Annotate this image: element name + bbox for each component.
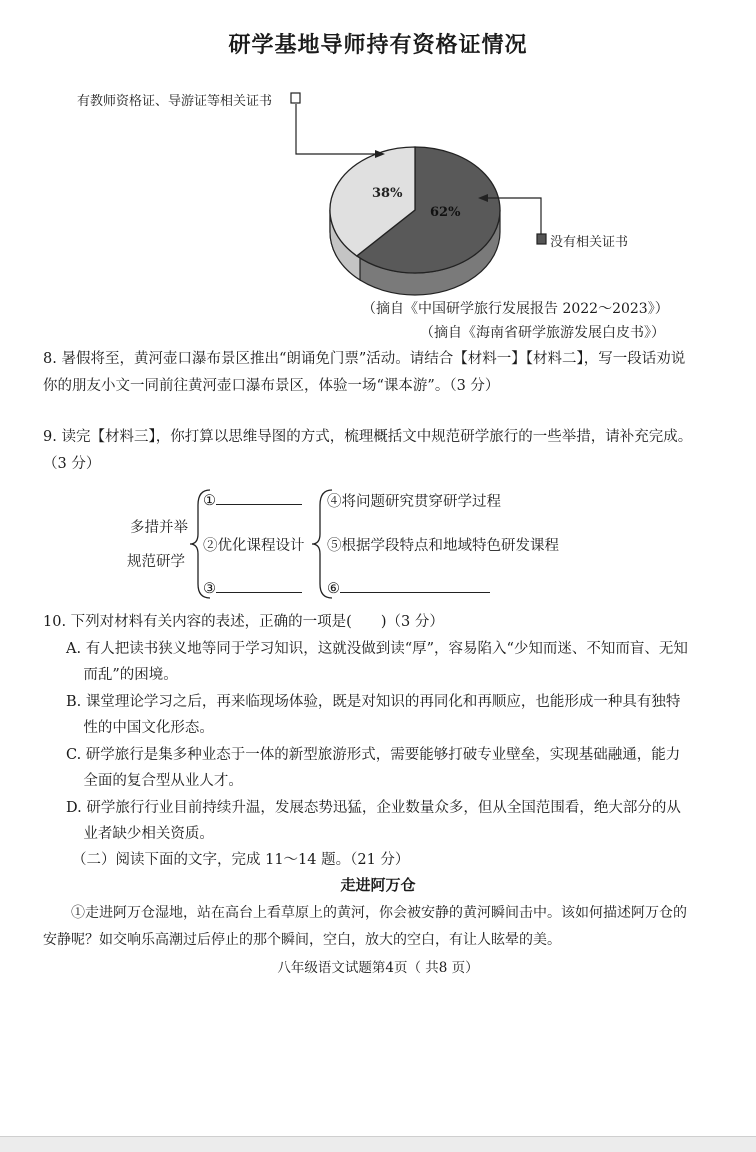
mindmap-root-line2: 规范研学 bbox=[127, 554, 185, 570]
chart-title: 研学基地导师持有资格证情况 bbox=[228, 32, 528, 58]
mindmap-item-1: ① bbox=[203, 490, 302, 509]
legend-label-certified: 有教师资格证、导游证等相关证书 bbox=[77, 94, 273, 109]
article-title: 走进阿万仓 bbox=[340, 876, 416, 894]
mindmap-item-5: ⑤根据学段特点和地域特色研发课程 bbox=[327, 538, 559, 554]
mindmap-item-4: ④将问题研究贯穿研学过程 bbox=[327, 494, 501, 510]
section-2-heading: （二）阅读下面的文字，完成 11～14 题。（21 分） bbox=[72, 852, 410, 868]
page-footer: 八年级语文试题第4页（ 共8 页） bbox=[277, 960, 479, 976]
legend-label-uncertified: 没有相关证书 bbox=[550, 235, 629, 250]
slice-62-label: 62% bbox=[430, 205, 461, 220]
question-8: 8. 暑假将至，黄河壶口瀑布景区推出“朗诵免门票”活动。请结合【材料一】【材料二】，写一段话劝说你的朋友小文一同前往黄河壶口瀑布景区，体验一场“课本游”。（3 分） bbox=[43, 351, 686, 394]
mindmap-item-6: ⑥ bbox=[327, 578, 490, 597]
mindmap-root-line1: 多措并举 bbox=[130, 520, 188, 536]
mindmap-item-3: ③ bbox=[203, 578, 302, 597]
option-a: A. 有人把读书狭义地等同于学习知识，这就没做到读“厚”，容易陷入“少知而迷、不知而盲、无知而乱”的困境。 bbox=[66, 641, 688, 683]
source-note-1: （摘自《中国研学旅行发展报告 2022～2023》） bbox=[362, 301, 669, 317]
option-c: C. 研学旅行是集多种业态于一体的新型旅游形式，需要能够打破专业壁垒，实现基础融通，能力全面的复合型从业人才。 bbox=[66, 747, 681, 789]
article-paragraph-1: ①走进阿万仓湿地，站在高台上看草原上的黄河，你会被安静的黄河瞬间击中。该如何描述阿万仓的安静呢？如交响乐高潮过后停止的那个瞬间，空白，放大的空白，有让人眩晕的美。 bbox=[43, 905, 687, 948]
mindmap-item-2: ②优化课程设计 bbox=[203, 538, 305, 554]
viewer-bottom-bar bbox=[0, 1136, 756, 1152]
question-9: 9. 读完【材料三】，你打算以思维导图的方式，梳理概括文中规范研学旅行的一些举措，请补充完成。（3 分） bbox=[43, 429, 693, 472]
option-d: D. 研学旅行行业目前持续升温，发展态势迅猛，企业数量众多，但从全国范围看，绝大部分的从业者缺少相关资质。 bbox=[66, 800, 681, 842]
option-b: B. 课堂理论学习之后，再来临现场体验，既是对知识的再同化和再顺应，也能形成一种具有独特性的中国文化形态。 bbox=[66, 694, 681, 736]
source-note-2: （摘自《海南省研学旅游发展白皮书》） bbox=[420, 325, 665, 341]
slice-38-label: 38% bbox=[372, 186, 403, 201]
question-10: 10. 下列对材料有关内容的表述，正确的一项是( )（3 分） bbox=[43, 614, 444, 630]
